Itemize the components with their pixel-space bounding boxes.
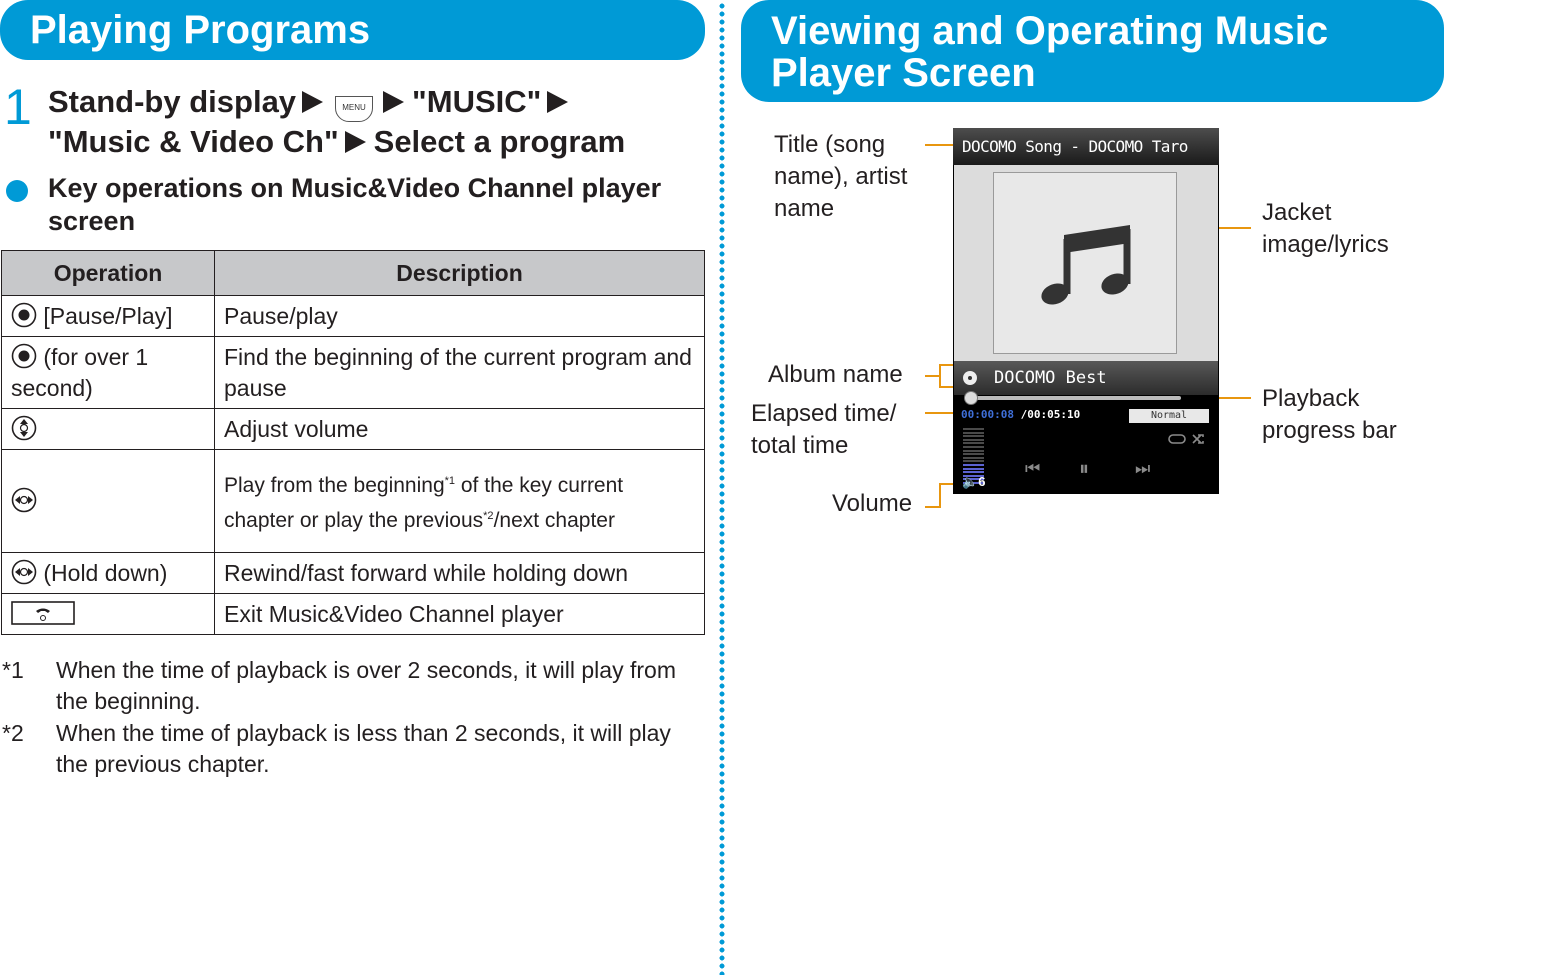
table-cell-op-text: (Hold down)	[43, 559, 168, 586]
table-cell-op	[2, 594, 215, 635]
end-key-icon	[11, 600, 75, 626]
footnote-mark: *1	[2, 657, 24, 683]
disc-icon	[963, 371, 977, 385]
footnote-ref: *2	[483, 510, 494, 522]
table-cell-desc: Find the beginning of the current program and pause	[215, 337, 705, 409]
callout-album: Album name	[768, 361, 903, 388]
volume-bar	[963, 471, 984, 473]
table-cell-desc: Pause/play	[215, 296, 705, 337]
table-cell-op	[2, 553, 215, 594]
step-music-video: "Music & Video Ch"	[48, 124, 339, 159]
volume-bar	[963, 432, 984, 434]
table-row	[2, 450, 705, 553]
table-cell-op-text: [Pause/Play]	[43, 302, 173, 329]
playback-progress-bar[interactable]	[965, 396, 1181, 400]
table-cell-op	[2, 296, 215, 337]
step-instruction	[48, 82, 625, 161]
album-bar	[954, 361, 1218, 395]
play-mode-badge: Normal	[1129, 409, 1209, 423]
table-header: Description	[215, 251, 705, 296]
volume-bar	[963, 442, 984, 444]
footnote-mark: *2	[2, 720, 24, 746]
table-cell-desc: Exit Music&Video Channel player	[215, 594, 705, 635]
previous-icon[interactable]: ⏮	[1025, 459, 1041, 478]
repeat-shuffle-icon	[1167, 431, 1213, 447]
desc-part: /next chapter	[493, 509, 615, 532]
volume-bar	[963, 453, 984, 455]
volume-bar	[963, 468, 984, 470]
callout-elapsed: Elapsed time/ total time	[751, 400, 897, 459]
volume-bar	[963, 450, 984, 452]
volume-value: 6	[978, 474, 986, 489]
footnote-text: When the time of playback is over 2 seconds, it will play from the beginning.	[56, 657, 676, 714]
section-title-music-player	[741, 0, 1444, 102]
center-key-icon	[11, 343, 37, 369]
desc-part: Play from the beginning	[224, 474, 445, 497]
leader-line	[939, 483, 941, 508]
volume-bar	[963, 460, 984, 462]
arrow-icon	[547, 91, 568, 113]
next-icon[interactable]: ⏭	[1135, 459, 1151, 478]
section-title-playing-programs: Playing Programs	[0, 0, 705, 60]
table-cell-desc	[215, 450, 705, 553]
total-time: /00:05:10	[1020, 408, 1081, 421]
volume-level	[962, 474, 985, 490]
step-select: Select a program	[373, 124, 626, 159]
table-row	[2, 553, 705, 594]
dotted-divider	[718, 2, 726, 975]
callout-progress: Playback progress bar	[1262, 385, 1397, 444]
left-right-key-icon	[11, 487, 37, 513]
table-cell-op	[2, 409, 215, 450]
volume-bar	[963, 464, 984, 466]
table-row	[2, 296, 705, 337]
leader-line	[939, 364, 941, 388]
jacket-image	[993, 172, 1177, 354]
leader-line	[925, 375, 939, 377]
footnote-ref: *1	[444, 475, 456, 487]
leader-line	[939, 364, 953, 366]
left-right-key-icon	[11, 559, 37, 585]
table-header: Operation	[2, 251, 215, 296]
step-music: "MUSIC"	[412, 84, 542, 119]
section-title-line: Viewing and Operating Music	[771, 9, 1329, 53]
time-display	[961, 408, 1080, 421]
table-row	[2, 337, 705, 409]
section-title-line: Player Screen	[771, 51, 1036, 95]
arrow-icon	[302, 91, 323, 113]
leader-line	[939, 386, 953, 388]
table-cell-desc: Rewind/fast forward while holding down	[215, 553, 705, 594]
table-row	[2, 594, 705, 635]
table-cell-op	[2, 450, 215, 553]
arrow-icon	[383, 91, 404, 113]
album-name: DOCOMO Best	[994, 368, 1107, 388]
volume-bar	[963, 439, 984, 441]
volume-bar	[963, 435, 984, 437]
callout-jacket: Jacket image/lyrics	[1262, 199, 1389, 258]
callout-volume: Volume	[832, 490, 913, 517]
volume-bar	[963, 446, 984, 448]
menu-key-icon: MENU	[335, 96, 373, 122]
up-down-key-icon	[11, 415, 37, 441]
song-title-bar: DOCOMO Song - DOCOMO Taro	[953, 128, 1219, 165]
progress-knob[interactable]	[964, 391, 978, 405]
table-cell-desc: Adjust volume	[215, 409, 705, 450]
table-header-row	[2, 251, 705, 296]
music-player-screen	[953, 128, 1219, 494]
center-key-icon	[11, 302, 37, 328]
step-standby: Stand-by display	[48, 84, 297, 119]
volume-bar	[963, 428, 984, 430]
callout-title: Title (song name), artist name	[774, 131, 908, 222]
table-row	[2, 409, 705, 450]
key-operations-table	[1, 250, 705, 635]
speaker-icon: 🔈	[962, 474, 979, 489]
bullet-icon	[6, 180, 28, 202]
arrow-icon	[345, 131, 366, 153]
pause-icon[interactable]: ⏸	[1079, 458, 1089, 480]
table-cell-op	[2, 337, 215, 409]
footnote-text: When the time of playback is less than 2 seconds, it will play the previous chapter.	[56, 720, 671, 777]
music-note-icon	[994, 173, 1176, 353]
elapsed-time: 00:00:08	[961, 408, 1014, 421]
table-cell-op-text: (for over 1 second)	[11, 343, 149, 401]
key-operations-heading: Key operations on Music&Video Channel player screen	[48, 173, 662, 236]
step-number: 1	[4, 79, 32, 135]
volume-bar	[963, 457, 984, 459]
desc-part: of the key current chapter or play the previous	[224, 474, 624, 532]
